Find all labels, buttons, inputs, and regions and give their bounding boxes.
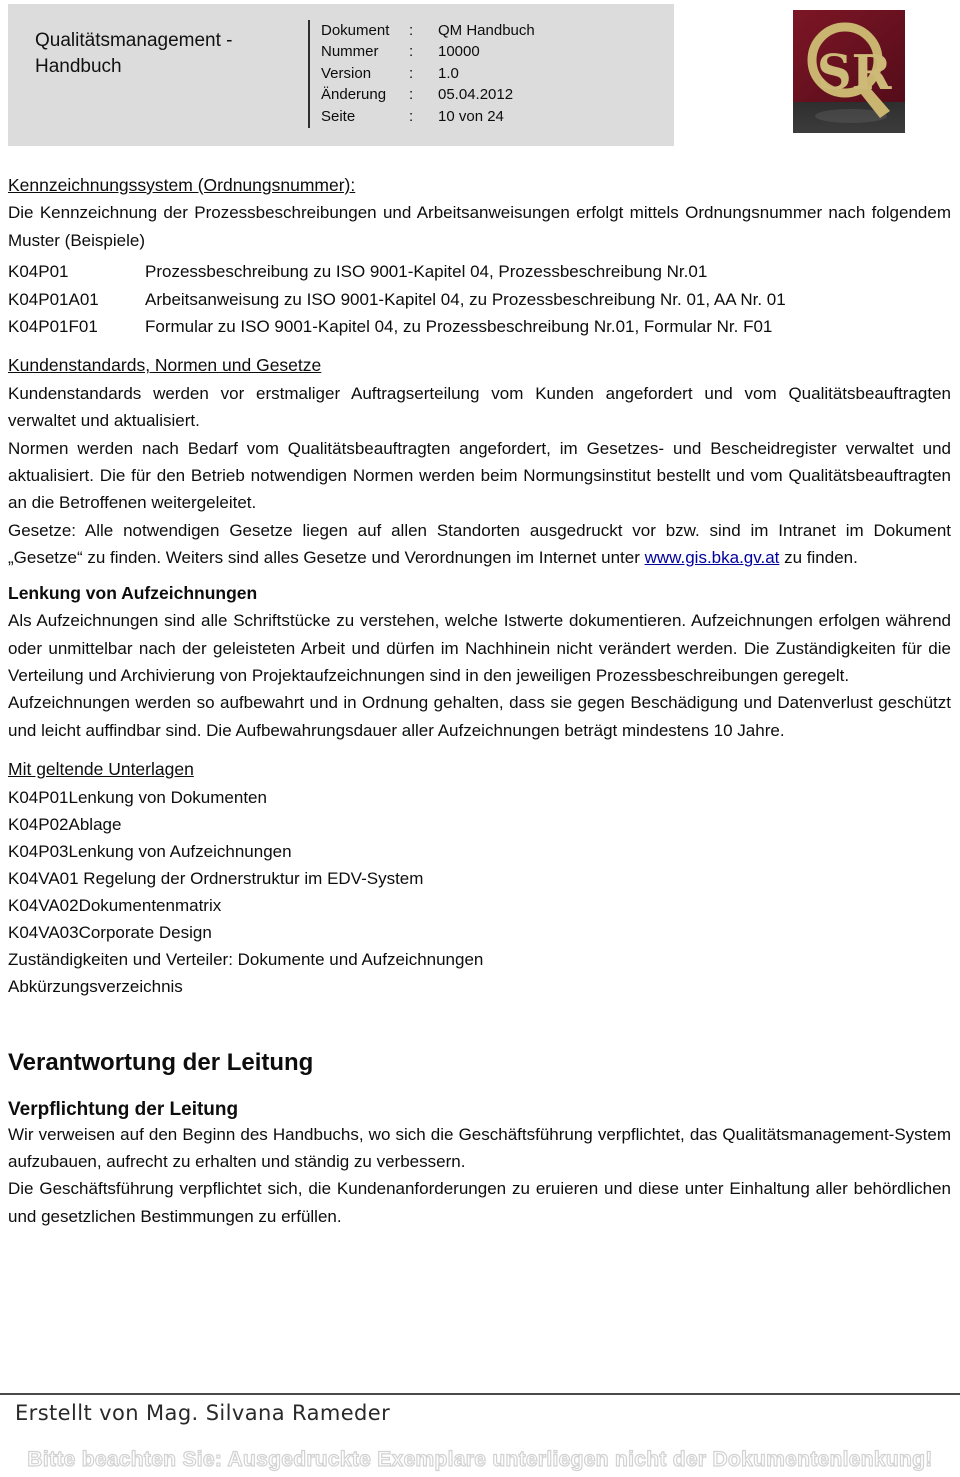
paragraph: Wir verweisen auf den Beginn des Handbuchs, wo sich die Geschäftsführung verpflichtet, das Qualitätsmanagement-System aufzubauen, aufrecht zu erhalten und ständig zu verbessern. xyxy=(8,1124,951,1171)
desc-cell: Formular zu ISO 9001-Kapitel 04, zu Prozessbeschreibung Nr.01, Formular Nr. F01 xyxy=(145,317,773,337)
company-logo xyxy=(793,10,905,146)
chapter-heading-verantwortung: Verantwortung der Leitung xyxy=(8,1048,314,1076)
watermark-note: Bitte beachten Sie: Ausgedruckte Exemplare unterliegen nicht der Dokumentenlenkung! xyxy=(27,1448,933,1471)
section-heading-kennzeichnungssystem: Kennzeichnungssystem (Ordnungsnummer): xyxy=(8,175,356,195)
list-item: K04P02Ablage xyxy=(8,814,122,834)
meta-row-nummer xyxy=(321,41,535,62)
section-heading-kundenstandards: Kundenstandards, Normen und Gesetze xyxy=(8,355,322,376)
paragraph: Aufzeichnungen werden so aufbewahrt und in Ordnung gehalten, dass sie gegen Beschädigung und Datenverlust geschützt und leicht auffindbar sind. Die Aufbewahrungsdauer aller Aufzeichnungen beträgt mindestens 10 Jahre. xyxy=(8,693,951,740)
paragraph: Die Geschäftsführung verpflichtet sich, die Kundenanforderungen zu eruieren und diese unter Einhaltung aller behördlichen und gesetzlichen Bestimmungen zu erfüllen. xyxy=(8,1179,951,1226)
meta-colon: : xyxy=(409,22,414,39)
logo-monogram-text: SR xyxy=(817,45,892,101)
document-footer xyxy=(0,1393,960,1477)
table-row xyxy=(8,258,951,285)
meta-label: Nummer xyxy=(321,43,379,61)
gesetze-intranet-link[interactable]: www.gis.bka.gv.at xyxy=(644,548,780,568)
header-box xyxy=(8,4,674,146)
meta-row-version xyxy=(321,63,535,84)
list-item: K04P01Lenkung von Dokumenten xyxy=(8,787,267,807)
meta-colon: : xyxy=(409,86,414,104)
section-heading-mitgeltende-unterlagen: Mit geltende Unterlagen xyxy=(8,759,194,780)
meta-value: 05.04.2012 xyxy=(438,86,514,104)
meta-colon: : xyxy=(409,43,414,61)
meta-label: Seite xyxy=(321,107,356,125)
author-line: Erstellt von Mag. Silvana Rameder xyxy=(15,1401,391,1425)
meta-colon: : xyxy=(409,107,414,125)
meta-value: QM Handbuch xyxy=(438,22,535,39)
code-cell: K04P01 xyxy=(8,262,69,282)
code-table xyxy=(8,258,951,340)
paragraph: Die Kennzeichnung der Prozessbeschreibungen und Arbeitsanweisungen erfolgt mittels Ordnungsnummer nach folgendem Muster (Beispiele) xyxy=(8,203,951,250)
paragraph: Kundenstandards werden vor erstmaliger Auftragserteilung vom Kunden angefordert und vom Qualitätsbeauftragten verwaltet und aktualisiert. xyxy=(8,383,951,431)
list-item: K04VA01 Regelung der Ordnerstruktur im EDV-System xyxy=(8,868,424,888)
document-header xyxy=(0,0,960,146)
meta-value: 10 von 24 xyxy=(438,107,504,125)
desc-cell: Arbeitsanweisung zu ISO 9001-Kapitel 04, zu Prozessbeschreibung Nr. 01, AA Nr. 01 xyxy=(145,289,786,309)
list-item: K04VA03Corporate Design xyxy=(8,922,212,942)
document-body xyxy=(0,172,960,1230)
meta-value: 1.0 xyxy=(438,64,459,82)
paragraph xyxy=(8,517,951,572)
page-title: Qualitätsmanagement - Handbuch xyxy=(35,30,233,77)
meta-label: Version xyxy=(321,64,372,82)
code-cell: K04P01A01 xyxy=(8,289,99,309)
list-item: Zuständigkeiten und Verteiler: Dokumente und Aufzeichnungen xyxy=(8,949,484,969)
list-item: Abkürzungsverzeichnis xyxy=(8,976,183,996)
paragraph: Als Aufzeichnungen sind alle Schriftstücke zu verstehen, welche Istwerte dokumentieren. Aufzeichnungen erfolgen während oder unmittelbar nach der geleisteten Arbeit und dürfen im Nachhinein nicht verändert werden. Die Zuständigkeiten für die Verteilung und Archivierung von Projektaufzeichnungen sind in den jeweiligen Prozessbeschreibungen geregelt. xyxy=(8,611,951,685)
meta-row-seite xyxy=(321,106,535,127)
desc-cell: Prozessbeschreibung zu ISO 9001-Kapitel 04, Prozessbeschreibung Nr.01 xyxy=(145,262,708,282)
unterlagen-list xyxy=(8,784,951,1000)
sr-monogram-icon xyxy=(793,10,905,133)
doc-meta-table xyxy=(308,20,535,128)
list-item: K04VA02Dokumentenmatrix xyxy=(8,895,222,915)
code-cell: K04P01F01 xyxy=(8,317,98,337)
meta-value: 10000 xyxy=(438,43,480,61)
meta-row-dokument xyxy=(321,20,535,41)
section-heading-verpflichtung: Verpflichtung der Leitung xyxy=(8,1098,239,1120)
meta-label: Dokument xyxy=(321,22,390,39)
meta-colon: : xyxy=(409,64,414,82)
meta-row-aenderung xyxy=(321,84,535,105)
section-heading-lenkung-aufzeichnungen: Lenkung von Aufzeichnungen xyxy=(8,582,258,603)
paragraph-text: zu finden. xyxy=(779,548,858,568)
list-item: K04P03Lenkung von Aufzeichnungen xyxy=(8,841,292,861)
table-row xyxy=(8,286,951,313)
paragraph-text: Gesetze: Alle notwendigen Gesetze liegen auf allen Standorten ausgedruckt vor bzw. sind im Intranet im Dokument „Gesetze“ zu finden. Weiters sind alles Gesetze und Verordnungen im Internet unter xyxy=(8,520,951,568)
table-row xyxy=(8,313,951,340)
paragraph: Normen werden nach Bedarf vom Qualitätsbeauftragten angefordert, im Gesetzes- und Bescheidregister verwaltet und aktualisiert. Die für den Betrieb notwendigen Normen werden beim Normungsinstitut bestellt und vom Qualitätsbeauftragten an die Betroffenen weitergeleitet. xyxy=(8,438,951,513)
meta-label: Änderung xyxy=(321,86,387,104)
